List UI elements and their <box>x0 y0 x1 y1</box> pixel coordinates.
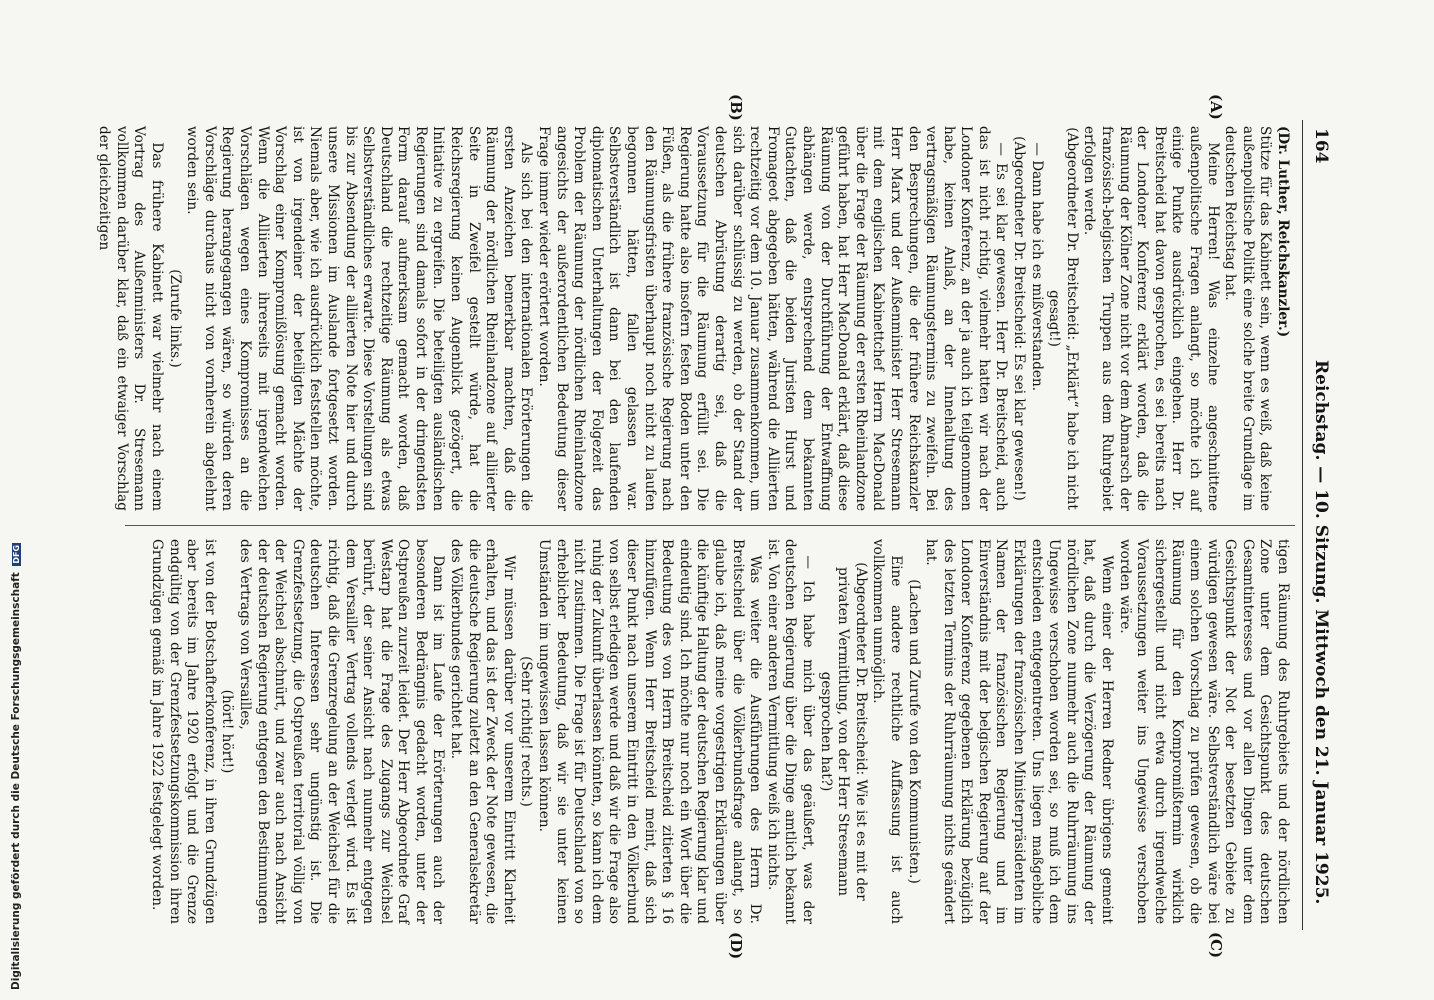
interjection: (Lachen und Zurufe von den Kommunisten.) <box>905 579 922 884</box>
running-title: Reichstag. — 10. Sitzung. Mittwoch den 21. Januar 1925. <box>1311 360 1331 905</box>
margin-mark-a: (A) <box>1207 94 1225 120</box>
paragraph: Das frühere Kabinett war vielmehr nach einem Vortrag des Außenministers Dr. Stresemann vollkommen darüber klar, daß ein etwaiger Vorschlag der gleichzeitigen <box>96 126 165 511</box>
interjection: (Sehr richtig! rechts.) <box>518 656 535 807</box>
margin-mark-c: (C) <box>1207 932 1225 959</box>
page-header <box>1302 120 1335 930</box>
speaker-label <box>1273 126 1291 511</box>
left-text-column <box>96 126 1291 511</box>
paragraph: Was weiter die Ausführungen des Herrn Dr. Breitscheid über die Völkerbundsfrage anlangt, so glaube ich, daß meine vorgestrigen Erklärungen über die künftige Haltung der deutschen Regierung klar und eindeutig sind. Ich möchte nur noch ein Wort über die Bedeutung des von Herrn Breitscheid zitierten § 16 hinzufügen. Wenn Herr Breitscheid meint, daß sich dieser Punkt nach unserem Eintritt in den Völkerbund von selbst erledigen werde und daß wir die Frage also ruhig der Zukunft überlassen könnten, so kann ich dem nicht zustimmen. Die Frage ist für Deutschland von so erheblicher Bedeutung, daß wir sie unter keinen Umständen im ungewissen lassen können. <box>536 539 764 924</box>
margin-mark-d: (D) <box>727 932 745 960</box>
speaker-name: (Dr. Luther, Reichskanzler.) <box>1275 126 1291 338</box>
paragraph: Als sich bei den internationalen Erörterungen die ersten Anzeichen bemerkbar machten, daß die Räumung der nördlichen Rheinlandzone auf alliierter Seite in Zweifel gestellt würde, hat die Reichsregierung keinen Augenblick gezögert, die Initiative zu ergreifen. Die beteiligten ausländischen Regierungen sind damals sofort in der dringendsten Form darauf aufmerksam gemacht worden, daß Deutschland die rechtzeitige Räumung als etwas Selbstverständliches erwarte. Diese Vorstellungen sind bis zur Absendung der alliierten Note hier und durch unsere Missionen im Auslande fortgesetzt worden. Niemals aber, wie ich ausdrücklich feststellen möchte, ist von irgendeiner der beteiligten Mächte der Vorschlag einer Kompromißlösung gemacht worden. Wenn die Alliierten ihrerseits mit irgendwelchen Vorschlägen wegen eines Kompromisses an die Regierung herangegangen wären, so würden deren Vorschläge durchaus nicht von vornherein abgelehnt worden sein. <box>184 126 535 511</box>
dfg-logo-icon: DFG <box>11 544 21 564</box>
page-number: 164 <box>1311 128 1331 164</box>
paragraph: — Es sei klar gewesen. Herr Dr. Breitscheid, auch das ist nicht richtig, vielmehr hatten wir nach der Londoner Konferenz, an der ja auch ich teilgenommen habe, keinen Anlaß, an der Innehaltung des vertragsmäßigen Räumungstermins zu zweifeln. Bei den Besprechungen, die der frühere Reichskanzler Herr Marx und der Außenminister Herr Stresemann mit dem englischen Kabinettchef Herrn MacDonald über die Frage der Räumung der ersten Rheinlandzone geführt haben, hat Herr MacDonald erklärt, daß diese Räumung von der Durchführung der Entwaffnung abhängen werde, entsprechend dem bekannten Gutachten, daß die beiden Juristen Hurst und Fromageot abgegeben hätten, während die Alliierten rechtzeitig vor dem 10. Januar zusammenkommen, um sich darüber schlüssig zu werden, ob der Stand der deutschen Abrüstung derartig sei, daß die Voraussetzung für die Räumung erfüllt sei. Die Regierung hatte also insofern festen Boden unter den Füßen, als die frühere französische Regierung nach den Räumungsfristen überhaupt noch nicht zu laufen begonnen hätten, fallen gelassen war. Selbstverständlich ist dann bei den laufenden diplomatischen Unterhaltungen der Folgezeit das Problem der Räumung der nördlichen Rheinlandzone angesichts der außerordentlichen Bedeutung dieser Frage immer wieder erörtert worden. <box>536 126 1010 511</box>
credit-text: Digitalisierung gefördert durch die Deutsche Forschungsgemeinschaft <box>10 572 22 990</box>
paragraph: Wir müssen darüber vor unserem Eintritt Klarheit erhalten, und das ist der Zweck der Note gewesen, die die deutsche Regierung zuletzt an den Generalsekretär des Völkerbundes gerichtet hat. <box>448 539 517 924</box>
interjection: (Abgeordneter Dr. Breitscheid: „Erklärt“ habe ich nicht gesagt!) <box>1046 127 1080 510</box>
interjection: (Abgeordneter Dr. Breitscheid: Es sei klar gewesen!) <box>1011 136 1028 501</box>
paragraph: Meine Herren! Was einzelne angeschnittene außenpolitische Fragen anlangt, so möchte ich auf einige Punkte ausdrücklich eingehen. Herr Dr. Breitscheid hat davon gesprochen, es sei bereits nach der Londoner Konferenz erklärt worden, daß die Räumung der Kölner Zone nicht vor dem Abmarsch der französisch-belgischen Truppen aus dem Ruhrgebiet erfolgen werde. <box>1081 126 1221 511</box>
interjection: (Zurufe links.) <box>166 269 183 368</box>
paragraph: Eine andere rechtliche Auffassung ist auch vollkommen unmöglich. <box>870 539 904 924</box>
right-text-column <box>111 539 1291 924</box>
paragraph: Dann ist im Laufe der Erörterungen auch der besonderen Bedrängnis gedacht worden, unter der Ostpreußen zurzeit leidet. Der Herr Abgeordnete Graf Westarp hat die Frage des Zugangs zur Weichsel berührt, der seiner Ansicht nach nunmehr entgegen dem Versailler Vertrag vollends verlegt wird. Es ist richtig, daß die Grenzregelung an der Weichsel für die deutschen Interessen sehr ungünstig ist. Die Grenzfestsetzung, die Ostpreußen territorial völlig von der Weichsel abschnürt, und zwar auch nach Ansicht der deutschen Regierung entgegen den Bestimmungen des Vertrags von Versailles, <box>236 539 447 924</box>
margin-mark-b: (B) <box>727 94 745 121</box>
digitization-credit <box>0 0 32 1000</box>
continued-paragraph: ist von der Botschafterkonferenz, in ihren Grundzügen aber bereits im Jahre 1920 erfolgt und die Grenze endgültig von der Grenzfestsetzungskommission ihren Grundzügen gemäß im Jahre 1922 festgelegt worden. <box>149 539 218 924</box>
interjection: (Abgeordneter Dr. Breitscheid: Wie ist es mit der privaten Vermittlung, von der Herr Stresemann gesprochen hat?) <box>817 562 869 901</box>
paragraph: — Ich habe mich über das geäußert, was der deutschen Regierung über die Dinge amtlich bekannt ist. Von einer anderen Vermittlung weiß ich nichts. <box>764 539 816 924</box>
document-page <box>96 94 1335 960</box>
continued-paragraph: Stütze für das Kabinett sein, wenn es weiß, daß keine außenpolitische Politik eine solche breite Grundlage im deutschen Reichstag hat. <box>1222 126 1274 511</box>
paragraph: — Dann habe ich es mißverstanden. <box>1028 142 1045 392</box>
rotated-page-content <box>96 94 1335 960</box>
column-divider <box>125 525 1295 526</box>
paragraph: Wenn einer der Herren Redner übrigens gemeint hat, daß durch die Verzögerung der Räumung der nördlichen Zone nunmehr auch die Ruhrräumung ins Ungewisse verschoben worden sei, so muß ich dem entschieden entgegentreten. Uns liegen maßgebliche Erklärungen der französischen Ministerpräsidenten im Namen der französischen Regierung und im Einverständnis mit der belgischen Regierung auf der Londoner Konferenz gegebenen Erklärung bezüglich des letzten Termins der Ruhrräumung nichts geändert hat. <box>923 539 1116 924</box>
interjection: (hört! hört!) <box>219 689 236 774</box>
continued-paragraph: tigen Räumung des Ruhrgebiets und der nördlichen Zone unter dem Gesichtspunkt des deutschen Gesamtinteresses und vor allen Dingen unter dem Gesichtspunkt der Not der besetzten Gebiete zu würdigen gewesen wäre. Selbstverständlich wäre bei einem solchen Vorschlag zu prüfen gewesen, ob die Räumung für den Kompromißtermin wirklich sichergestellt und nicht etwa durch irgendwelche Voraussetzungen weiter ins Ungewisse verschoben worden wäre. <box>1116 539 1291 924</box>
